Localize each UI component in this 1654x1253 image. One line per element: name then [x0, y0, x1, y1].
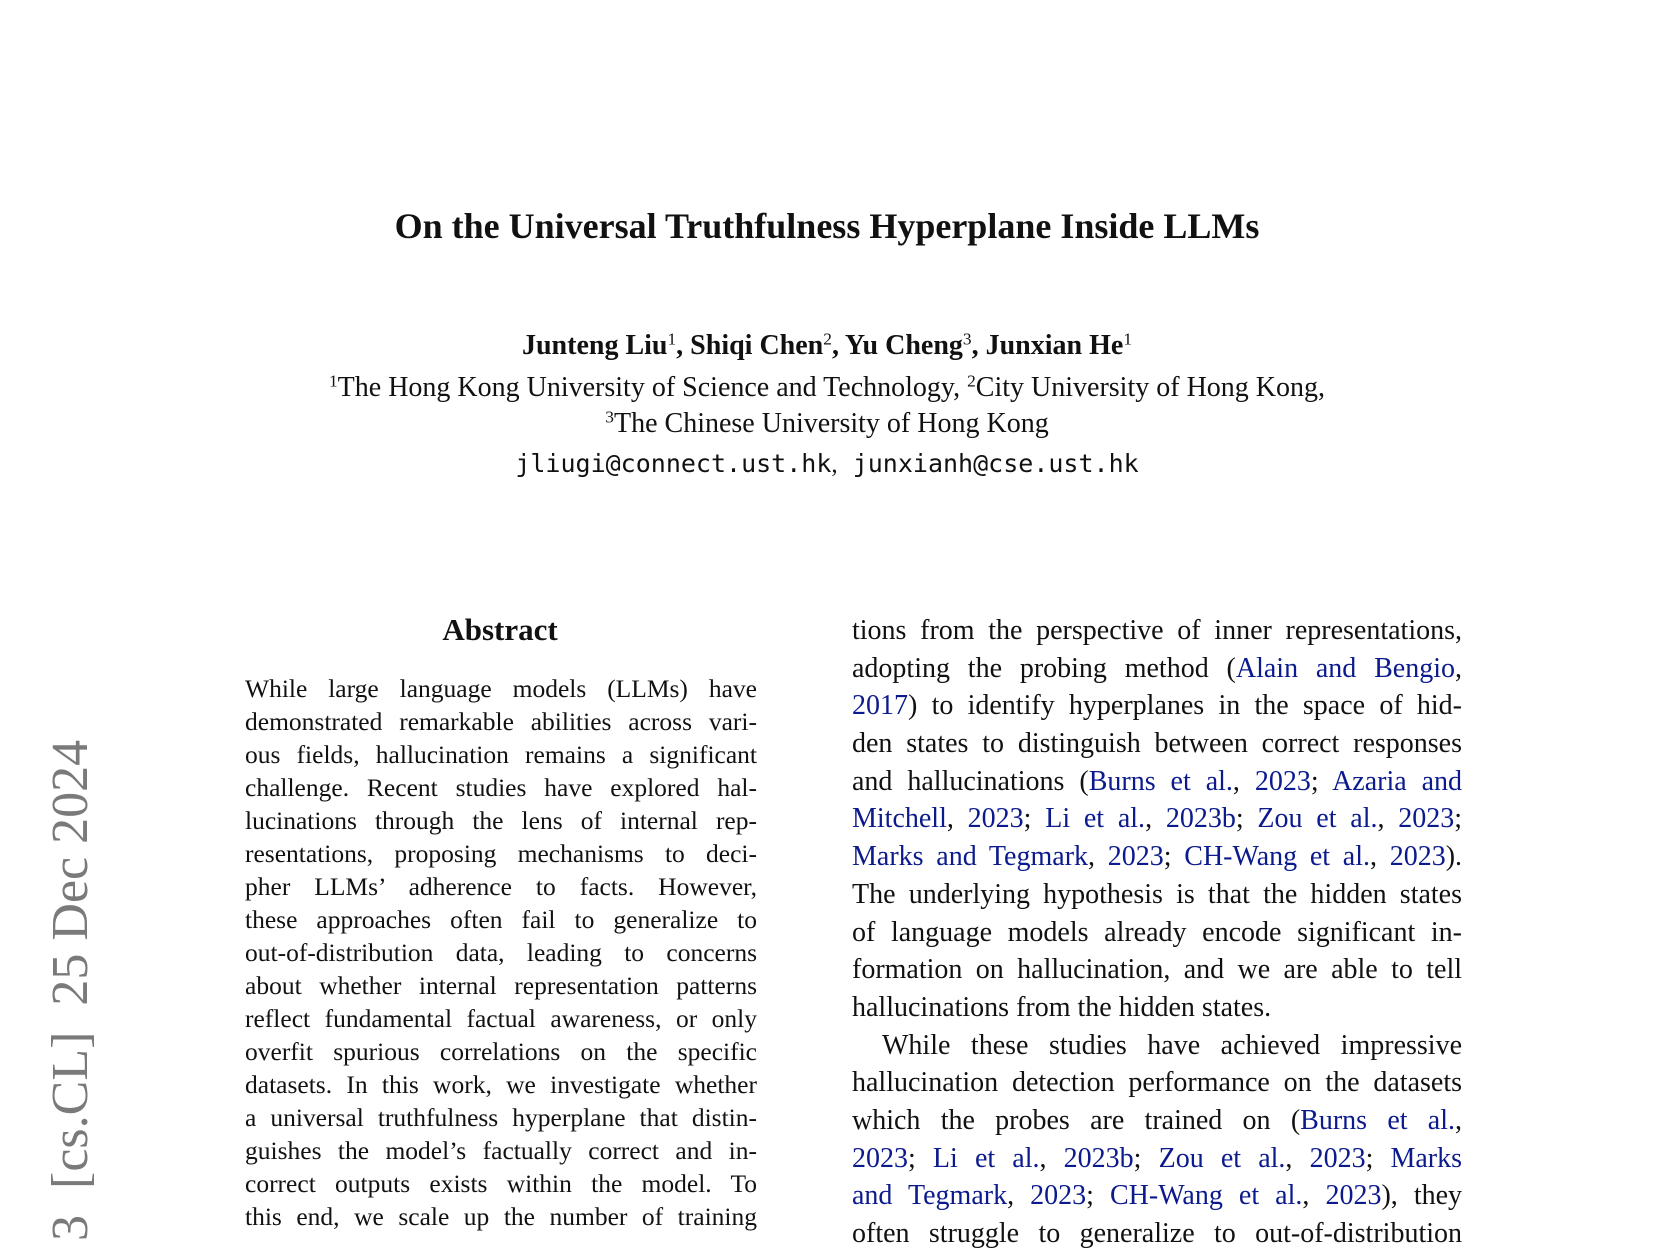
- citation-link[interactable]: Azaria and: [1332, 765, 1463, 797]
- citation-link[interactable]: 2023: [852, 1142, 908, 1174]
- email-address[interactable]: junxianh@cse.ust.hk: [852, 449, 1139, 478]
- body-text: hallucination detection performance on the datasets: [852, 1067, 1462, 1099]
- affiliations-line-2: [0, 406, 1654, 442]
- body-text: of language models already encode significant in-: [852, 916, 1462, 948]
- body-text: adopting the probing method (: [852, 652, 1236, 684]
- citation-link[interactable]: and Tegmark: [852, 1180, 1008, 1212]
- citation-link[interactable]: CH-Wang et al.: [1184, 841, 1370, 873]
- body-line: [852, 1064, 1462, 1102]
- body-text: ,: [1285, 1142, 1310, 1174]
- citation-link[interactable]: 2023b: [1165, 803, 1236, 835]
- citation-link[interactable]: 2023b: [1063, 1142, 1134, 1174]
- email-address[interactable]: jliugi@connect.ust.hk: [515, 449, 832, 478]
- body-text: ;: [1133, 1142, 1159, 1174]
- citation-link[interactable]: Marks: [1390, 1142, 1463, 1174]
- author-name: Junxian He: [985, 330, 1124, 361]
- body-line: [852, 951, 1462, 989]
- author-name: Shiqi Chen: [690, 330, 824, 361]
- citation-link[interactable]: 2023: [1389, 841, 1446, 873]
- author-affiliation-mark: 1: [667, 329, 677, 349]
- citation-link[interactable]: Zou et al.: [1257, 803, 1378, 835]
- body-line: [852, 1215, 1462, 1253]
- arxiv-id-fragment: 3: [42, 1215, 99, 1241]
- body-text: ,: [1007, 1180, 1031, 1212]
- citation-link[interactable]: Burns et al.: [1088, 765, 1233, 797]
- body-text: The underlying hypothesis is that the hidden states: [852, 878, 1462, 910]
- citation-link[interactable]: Burns et al.: [1300, 1104, 1456, 1136]
- body-line: [852, 1102, 1462, 1140]
- body-text: ,: [1145, 803, 1166, 835]
- body-text: ,: [1302, 1180, 1326, 1212]
- citation-link[interactable]: Marks and Tegmark: [852, 841, 1089, 873]
- citation-link[interactable]: Zou et al.: [1158, 1142, 1286, 1174]
- arxiv-category[interactable]: [cs.CL]: [42, 1031, 99, 1189]
- citation-link[interactable]: 2023: [967, 803, 1024, 835]
- body-text: ;: [1086, 1180, 1110, 1212]
- affiliations-line-1: [0, 370, 1654, 406]
- abstract-line: pher LLMs’ adherence to facts. However,: [245, 872, 757, 901]
- body-text: ,: [1369, 841, 1390, 873]
- body-text: ,: [1088, 841, 1108, 873]
- arxiv-watermark: [42, 739, 99, 1241]
- body-text: and hallucinations (: [852, 765, 1089, 797]
- body-line: [852, 914, 1462, 952]
- body-line: [852, 1027, 1462, 1065]
- body-line: [852, 650, 1462, 688]
- abstract-line: out-of-distribution data, leading to concerns: [245, 938, 757, 967]
- citation-link[interactable]: Alain and Bengio: [1235, 652, 1455, 684]
- body-text: ,: [1377, 803, 1399, 835]
- author-affiliation-mark: 3: [962, 329, 972, 349]
- body-text: den states to distinguish between correct responses: [852, 728, 1462, 760]
- body-text: hallucinations from the hidden states.: [852, 991, 1272, 1023]
- affiliation-mark: 2: [967, 371, 976, 391]
- citation-link[interactable]: Mitchell: [852, 803, 947, 835]
- body-text: ;: [1310, 765, 1333, 797]
- body-text: While these studies have achieved impressive: [882, 1029, 1462, 1061]
- body-text: often struggle to generalize to out-of-distribution: [852, 1218, 1462, 1249]
- abstract-line: While large language models (LLMs) have: [245, 674, 757, 703]
- author-affiliation-mark: 2: [823, 329, 832, 349]
- citation-link[interactable]: 2023: [1030, 1180, 1087, 1212]
- affiliation-mark: 3: [605, 407, 614, 427]
- citation-link[interactable]: 2017: [852, 690, 908, 722]
- citation-link[interactable]: 2023: [1309, 1142, 1366, 1174]
- abstract-line: ous fields, hallucination remains a significant: [245, 740, 757, 769]
- abstract-line: reflect fundamental factual awareness, or only: [245, 1004, 757, 1033]
- body-text: tions from the perspective of inner representations,: [852, 615, 1462, 646]
- body-line: [852, 725, 1462, 763]
- abstract-line: lucinations through the lens of internal rep-: [245, 806, 757, 835]
- body-text: ,: [1455, 1104, 1463, 1136]
- author-list: Junteng Liu$^1$, Shiqi Chen$^2$, Yu Cheng$^3$, Junxian He$^1$: [521, 329, 1132, 361]
- abstract-line: overfit spurious correlations on the specific: [245, 1037, 757, 1066]
- body-text: ).: [1445, 841, 1463, 873]
- abstract-line: correct outputs exists within the model. To: [245, 1169, 757, 1198]
- body-line: [852, 1140, 1462, 1178]
- body-line: [852, 800, 1462, 838]
- body-text: ,: [1455, 652, 1462, 684]
- body-text: ;: [1023, 803, 1046, 835]
- body-line: [852, 876, 1462, 914]
- abstract-line: a universal truthfulness hyperplane that distin-: [245, 1103, 757, 1132]
- citation-link[interactable]: Li et al.: [1045, 803, 1146, 835]
- body-text: formation on hallucination, and we are able to tell: [852, 954, 1462, 986]
- arxiv-date: 25 Dec 2024: [42, 739, 99, 1006]
- author-affiliation-mark: 1: [1123, 329, 1132, 349]
- body-text: ;: [1454, 803, 1463, 835]
- affiliation-name: City University of Hong Kong,: [975, 372, 1326, 403]
- email-separator: ,: [831, 451, 838, 478]
- body-line: [852, 989, 1462, 1027]
- body-line: [852, 687, 1462, 725]
- citation-link[interactable]: CH-Wang et al.: [1110, 1180, 1303, 1212]
- body-text: ;: [1235, 803, 1258, 835]
- body-line: [852, 763, 1462, 801]
- citation-link[interactable]: 2023: [1254, 765, 1311, 797]
- affiliation-name: The Chinese University of Hong Kong: [613, 408, 1049, 439]
- body-text: ;: [1163, 841, 1185, 873]
- body-text: ) to identify hyperplanes in the space of hid-: [908, 690, 1462, 722]
- body-text: ;: [908, 1142, 933, 1174]
- abstract-line: these approaches often fail to generalize to: [245, 905, 757, 934]
- citation-link[interactable]: Li et al.: [932, 1142, 1040, 1174]
- abstract-heading: Abstract: [442, 612, 558, 647]
- body-text: ;: [1365, 1142, 1391, 1174]
- author-name: Yu Cheng: [844, 330, 963, 361]
- abstract-body: [245, 672, 757, 1233]
- author-emails: [0, 448, 1654, 481]
- body-text: ,: [1039, 1142, 1064, 1174]
- affiliation-mark: 1: [328, 371, 338, 391]
- abstract-line: guishes the model’s factually correct and in-: [245, 1136, 757, 1165]
- affiliation-name: The Hong Kong University of Science and Technology,: [337, 372, 961, 403]
- paper-title: On the Universal Truthfulness Hyperplane Inside LLMs: [394, 206, 1260, 246]
- abstract-line: resentations, proposing mechanisms to deci-: [245, 839, 757, 868]
- abstract-line: demonstrated remarkable abilities across vari-: [245, 707, 757, 736]
- citation-link[interactable]: 2023: [1107, 841, 1164, 873]
- author-name: Junteng Liu: [521, 330, 668, 361]
- abstract-line: about whether internal representation patterns: [245, 971, 757, 1000]
- abstract-line: datasets. In this work, we investigate whether: [245, 1070, 757, 1099]
- body-text: ), they: [1381, 1180, 1463, 1212]
- abstract-line: challenge. Recent studies have explored hal-: [245, 773, 757, 802]
- body-text: ,: [946, 803, 968, 835]
- body-line: [852, 838, 1462, 876]
- introduction-body: [852, 612, 1462, 1253]
- body-text: ,: [1232, 765, 1255, 797]
- body-line: [852, 1177, 1462, 1215]
- abstract-line: this end, we scale up the number of training: [245, 1202, 757, 1231]
- body-line: [852, 612, 1462, 650]
- body-text: which the probes are trained on (: [852, 1104, 1301, 1136]
- citation-link[interactable]: 2023: [1398, 803, 1455, 835]
- citation-link[interactable]: 2023: [1325, 1180, 1382, 1212]
